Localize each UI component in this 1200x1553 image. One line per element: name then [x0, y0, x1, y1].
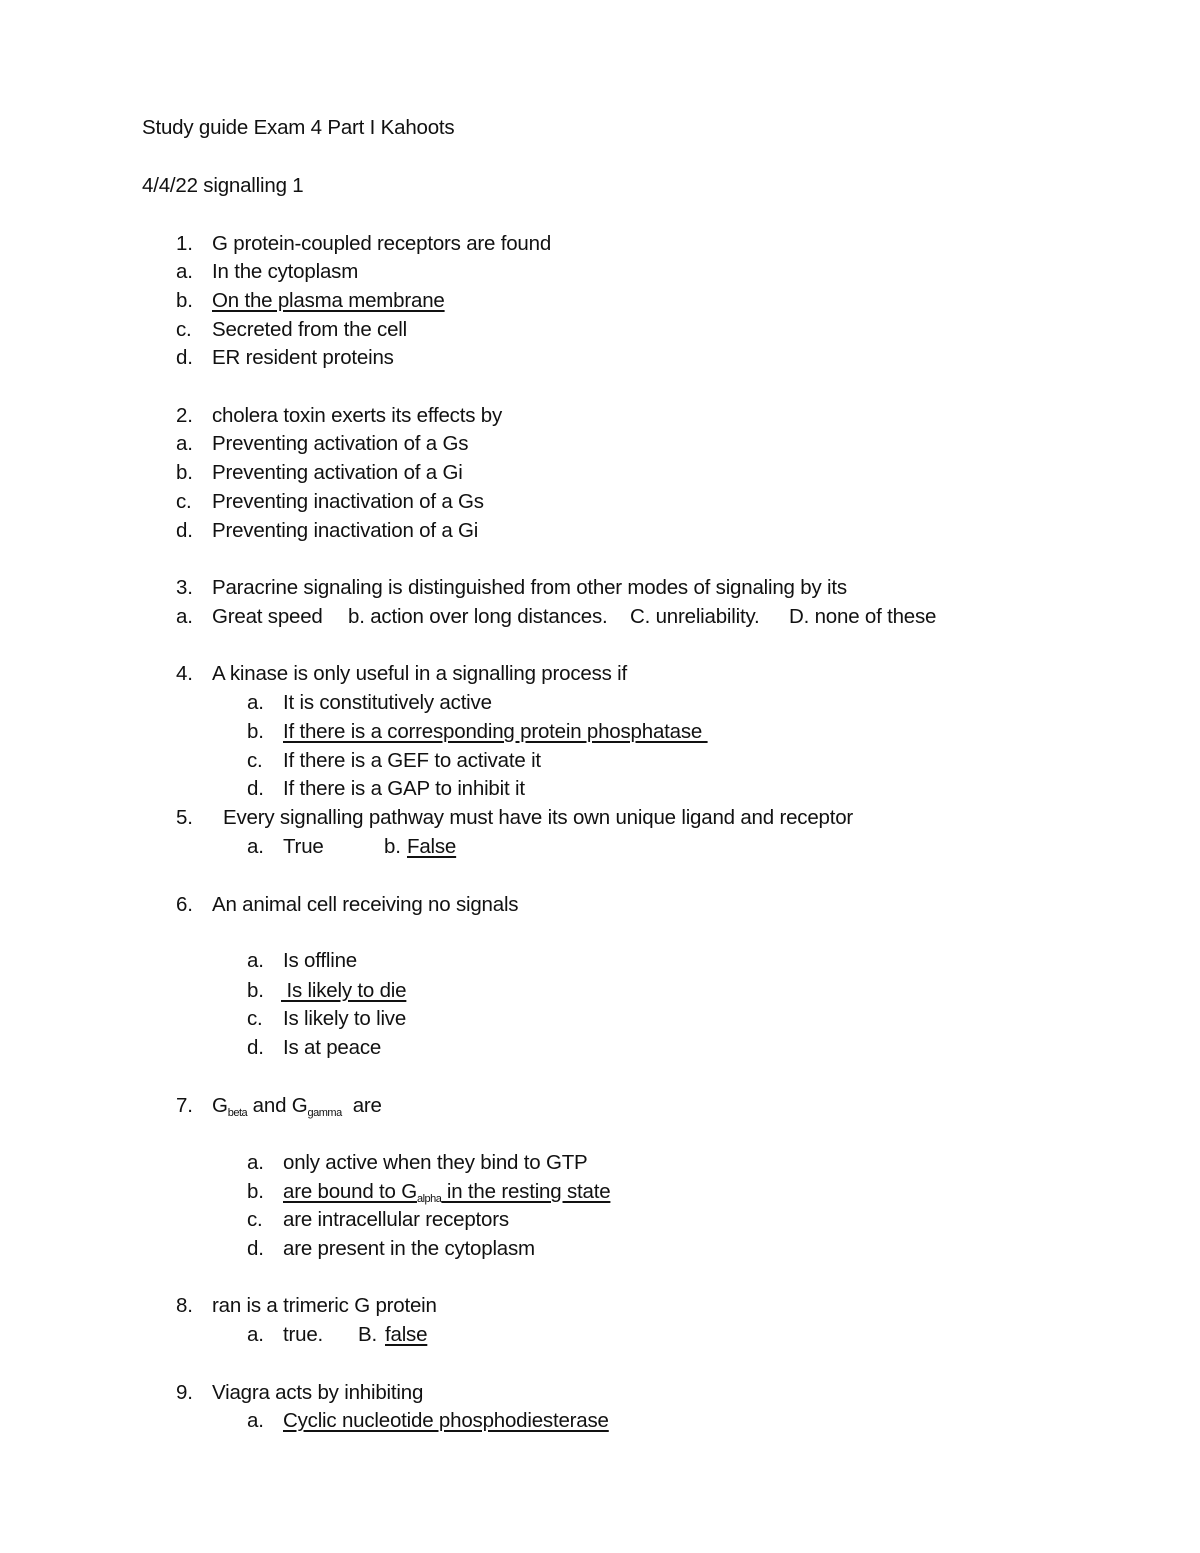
option-text: True: [283, 835, 324, 858]
question-number: 1.: [176, 232, 193, 255]
question-number: 9.: [176, 1381, 193, 1404]
option-letter: d.: [176, 346, 193, 369]
option-letter: b.: [176, 461, 193, 484]
option-text: Is likely to live: [283, 1007, 407, 1030]
prompt-text: are: [341, 1094, 382, 1117]
option-text: ER resident proteins: [212, 346, 394, 369]
question-number: 6.: [176, 893, 193, 916]
question-prompt: An animal cell receiving no signals: [212, 893, 519, 916]
option-text: In the cytoplasm: [212, 260, 359, 283]
option-text: Preventing inactivation of a Gi: [212, 519, 479, 542]
option-letter: d.: [247, 1237, 264, 1260]
option-text: Is at peace: [283, 1036, 382, 1059]
option-text-answer: On the plasma membrane: [212, 289, 445, 312]
subscript: gamma: [307, 1107, 342, 1119]
option-letter: b.: [247, 720, 264, 743]
option-letter: B.: [358, 1323, 377, 1346]
question-prompt: A kinase is only useful in a signalling process if: [212, 662, 628, 685]
question-number: 8.: [176, 1294, 193, 1317]
option-text: are bound to G: [283, 1180, 417, 1203]
question-number: 2.: [176, 404, 193, 427]
option-text: C. unreliability.: [630, 605, 760, 628]
subscript: alpha: [416, 1193, 442, 1205]
option-letter: d.: [247, 777, 264, 800]
option-text: Is offline: [283, 949, 357, 972]
option-text: true.: [283, 1323, 324, 1346]
option-text: are intracellular receptors: [283, 1208, 509, 1231]
option-letter: d.: [247, 1036, 264, 1059]
option-text: only active when they bind to GTP: [283, 1151, 588, 1174]
question-prompt: Every signalling pathway must have its own unique ligand and receptor: [223, 806, 854, 829]
option-letter: c.: [176, 490, 192, 513]
subscript: beta: [227, 1107, 248, 1119]
option-letter: b.: [176, 289, 193, 312]
option-text-answer: If there is a corresponding protein phosphatase: [283, 720, 708, 743]
option-text: b. action over long distances.: [348, 605, 608, 628]
option-text-answer: [283, 1182, 610, 1205]
option-letter: a.: [247, 835, 264, 858]
option-letter: a.: [247, 691, 264, 714]
option-letter: b.: [247, 979, 264, 1002]
option-text-answer: false: [385, 1323, 428, 1346]
option-text-answer: False: [407, 835, 457, 858]
question-number: 3.: [176, 576, 193, 599]
option-letter: d.: [176, 519, 193, 542]
option-letter: c.: [247, 1007, 263, 1030]
option-letter: a.: [247, 1409, 264, 1432]
option-letter: a.: [176, 605, 193, 628]
question-prompt: Paracrine signaling is distinguished from other modes of signaling by its: [212, 576, 847, 599]
option-text: in the resting state: [441, 1180, 611, 1203]
question-prompt: cholera toxin exerts its effects by: [212, 404, 503, 427]
option-text: Secreted from the cell: [212, 318, 407, 341]
option-text: D. none of these: [789, 605, 937, 628]
question-number: 5.: [176, 806, 193, 829]
option-text: If there is a GAP to inhibit it: [283, 777, 525, 800]
option-text-answer: Is likely to die: [281, 979, 407, 1002]
section-heading: 4/4/22 signalling 1: [142, 174, 304, 197]
option-letter: a.: [176, 260, 193, 283]
option-letter: a.: [247, 949, 264, 972]
option-letter: a.: [247, 1151, 264, 1174]
question-number: 4.: [176, 662, 193, 685]
question-prompt: ran is a trimeric G protein: [212, 1294, 437, 1317]
option-text: Great speed: [212, 605, 323, 628]
option-letter: b.: [247, 1180, 264, 1203]
document-title: Study guide Exam 4 Part I Kahoots: [142, 116, 455, 139]
option-text: It is constitutively active: [283, 691, 492, 714]
option-text: If there is a GEF to activate it: [283, 749, 541, 772]
option-letter: c.: [247, 1208, 263, 1231]
option-text: are present in the cytoplasm: [283, 1237, 535, 1260]
question-prompt: Viagra acts by inhibiting: [212, 1381, 424, 1404]
option-text: Preventing activation of a Gi: [212, 461, 463, 484]
prompt-text: and G: [247, 1094, 308, 1117]
question-number: 7.: [176, 1094, 193, 1117]
option-text: Preventing inactivation of a Gs: [212, 490, 484, 513]
option-letter: c.: [247, 749, 263, 772]
option-letter: b.: [384, 835, 401, 858]
option-letter: c.: [176, 318, 192, 341]
option-text: Preventing activation of a Gs: [212, 432, 469, 455]
question-prompt: [212, 1096, 382, 1119]
option-letter: a.: [247, 1323, 264, 1346]
question-prompt: G protein-coupled receptors are found: [212, 232, 552, 255]
option-text-answer: Cyclic nucleotide phosphodiesterase: [283, 1409, 609, 1432]
prompt-text: G: [212, 1094, 228, 1117]
option-letter: a.: [176, 432, 193, 455]
